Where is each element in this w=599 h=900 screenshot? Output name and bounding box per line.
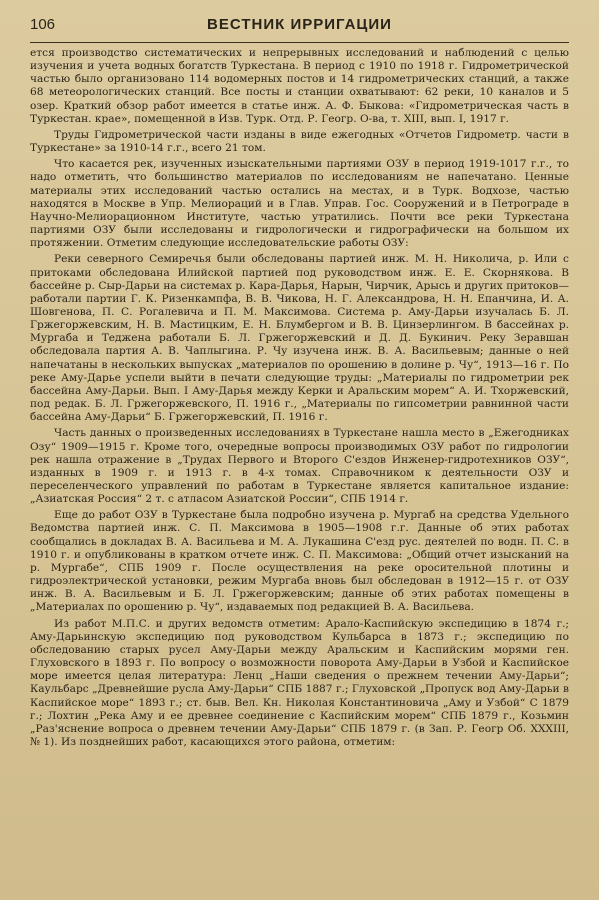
- paragraph-5: Часть данных о произведенных исследованиях в Туркестане нашла место в „Ежегодниках Озу“ 1909—1915 г. Кроме того, очередные вопросы производимых ОЗУ работ по гидрологии рек нашла отражение в „Трудах Первого и Второго С'ездов Инженер-гидротехников ОЗУ“, изданных в 1909 г. и 1913 г. в 4-х томах. Справочником к деятельности ОЗУ и переселенческого управлений по работам в Туркестане является капитальное издание: „Азиатская Россия“ 2 т. с атласом Азиатской России“, СПБ 1914 г.: [30, 427, 569, 506]
- paragraph-1: ется производство систематических и непрерывных исследований и наблюдений с целью изучения и учета водных богатств Туркестана. В период с 1910 по 1918 г. Гидрометрической частью было организовано 114 водомерных постов и 14 гидрометрических станций, а также 68 метеорологических станций. Все посты и станции охватывают: 62 реки, 10 каналов и 5 озер. Краткий обзор работ имеется в статье инж. А. Ф. Быкова: «Гидрометрическая часть в Туркестан. крае», помещенной в Изв. Турк. Отд. Р. Геогр. О-ва, т. XIII, вып. I, 1917 г.: [30, 47, 569, 125]
- paragraph-4: Реки северного Семиречья были обследованы партией инж. М. Н. Николича, р. Или с притоками обследована Илийской партией под руководством инж. Е. Е. Скорнякова. В бассейне р. Сыр-Дарьи на системах р. Кара-Дарья, Нарын, Чирчик, Арысь и других притоков—работали партии Г. К. Ризенкампфа, В. В. Чикова, Н. Г. Александрова, Н. Н. Епанчина, И. А. Шовгенова, П. С. Рогалевича и П. М. Максимова. Система р. Аму-Дарьи изучалась Б. Л. Гржегоржевским, Н. В. Мастицким, Е. Н. Блумбергом и В. В. Цинзерлингом. В бассейнах р. Мургаба и Теджена работали Б. Л. Гржегоржевский и Д. Д. Букинич. Реку Зеравшан обследовала партия А. В. Чаплыгина. Р. Чу изучена инж. В. А. Васильевым; данные о ней напечатаны в нескольких выпусках „материалов по орошению в долине р. Чу“, 1913—16 г. По реке Аму-Дарье успели выйти в печати следующие труды: „Материалы по гидрометрии рек бассейна Аму-Дарьи. Вып. I Аму-Дарья между Керки и Аральским морем“ А. И. Тхоржевский, под редак. Б. Л. Гржегоржевского, П. 1916 г., „Материалы по гипсометрии равнинной части бассейна Аму-Дарьи“ Б. Гржегоржевский, П. 1916 г.: [30, 253, 569, 424]
- paragraph-2: Труды Гидрометрической части изданы в виде ежегодных «Отчетов Гидрометр. части в Туркестане» за 1910-14 г.г., всего 21 том.: [30, 128, 569, 155]
- paragraph-3: Что касается рек, изученных изыскательными партиями ОЗУ в период 1919-1017 г.г., то надо отметить, что большинство материалов по исследованиям не напечатано. Ценные материалы этих исследований частью остались на местах, и в Турк. Водхозе, частью находятся в Москве в Упр. Мелиораций и в Глав. Управ. Гос. Сооружений и в Петрограде в Научно-Мелиорационном Институте, частью утратились. Почти все реки Туркестана партиями ОЗУ были исследованы и гидрологически и гидрографически на большом их протяжении. Отметим следующие исследовательские работы ОЗУ:: [30, 158, 569, 250]
- running-title: ВЕСТНИК ИРРИГАЦИИ: [207, 16, 392, 33]
- page-number: 106: [30, 16, 56, 33]
- paragraph-7: Из работ М.П.С. и других ведомств отметим: Арало-Каспийскую экспедицию в 1874 г.; Аму-Дарьинскую экспедицию под руководством Кульбарса в 1873 г.; экспедицию по обследованию старых русел Аму-Дарьи между Аральским и Каспийским морями ген. Глуховского в 1893 г. По вопросу о возможности поворота Аму-Дарьи в Узбой и Каспийское море имеется целая литература: Ленц „Наши сведения о прежнем течении Аму-Дарьи“; Каульбарс „Древнейшие русла Аму-Дарьи“ СПБ 1887 г.; Глуховской „Пропуск вод Аму-Дарьи в Каспийское море“ 1893 г.; ст. быв. Вел. Кн. Николая Константиновича „Аму и Узбой“ С 1879 г.; Лохтин „Река Аму и ее древнее соединение с Каспийским морем“ СПБ 1879 г., Козьмин „Раз'яснение вопроса о древнем течении Аму-Дарьи“ СПБ 1879 г. (в Зап. Р. Геогр Об. XXXIII, № 1). Из позднейших работ, касающихся этого района, отметим:: [30, 617, 569, 748]
- paragraph-6: Еще до работ ОЗУ в Туркестане была подробно изучена р. Мургаб на средства Удельного Ведомства партией инж. С. П. Максимова в 1905—1908 г.г. Данные об этих работах сообщались в докладах В. А. Васильева и М. А. Лукашина С'езд рус. деятелей по водн. П. С. в 1910 г. и опубликованы в кратком отчете инж. С. П. Максимова: „Общий отчет изысканий на р. Мургабе“, СПБ 1909 г. После осуществления на реке оросительной плотины и гидроэлектрической установки, режим Мургаба вновь был обследован в 1912—15 г. от ОЗУ инж. В. А. Васильевым и Б. Л. Гржегоржевским; данные об этих работах помещены в „Материалах по орошению р. Чу“, издаваемых под редакцией В. А. Васильева.: [30, 509, 569, 614]
- page-header: [30, 16, 569, 43]
- article-body: [22, 43, 575, 749]
